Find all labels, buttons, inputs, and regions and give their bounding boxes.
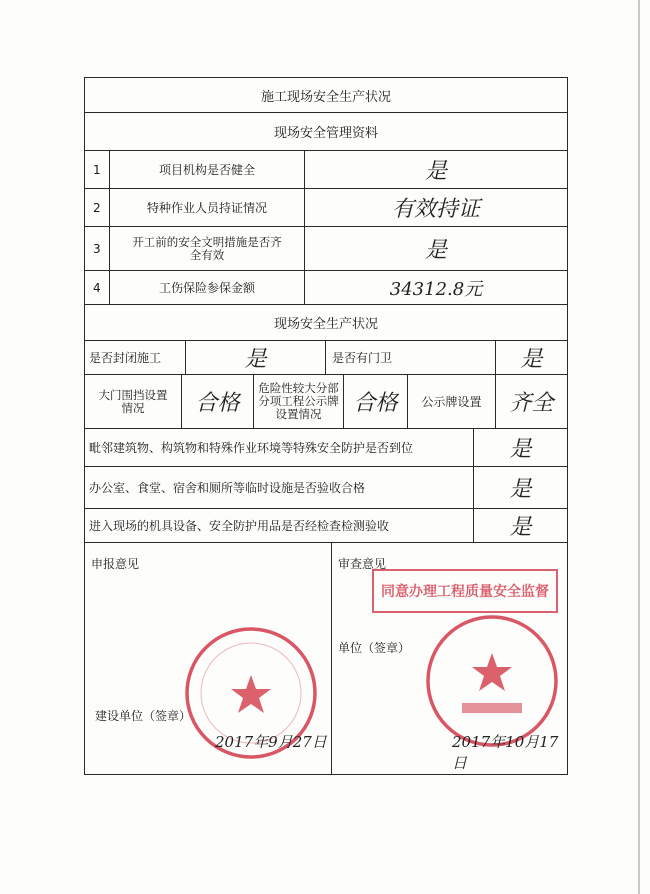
form-title: 施工现场安全生产状况	[260, 89, 391, 105]
closed-value: 是	[185, 341, 325, 374]
review-unit-label: 单位（签章）	[338, 641, 411, 655]
row-label: 特种作业人员持证情况	[109, 189, 304, 226]
table-row	[84, 227, 568, 271]
row-number: 1	[93, 162, 101, 177]
closed-label: 是否封闭施工	[89, 351, 162, 365]
row-label: 项目机构是否健全	[109, 151, 304, 188]
opinion-block	[84, 543, 568, 775]
apply-label: 申报意见	[91, 557, 140, 571]
scan-edge	[638, 0, 640, 894]
table-row	[84, 429, 568, 467]
facilities-value: 是	[473, 467, 567, 508]
row-number: 2	[93, 200, 101, 215]
review-opinion	[331, 543, 567, 774]
section2-row	[84, 305, 568, 341]
table-row	[84, 189, 568, 227]
safety-status-form	[84, 77, 568, 775]
equipment-value: 是	[473, 509, 567, 542]
adjacent-value: 是	[473, 429, 567, 466]
form-title-row	[84, 77, 568, 113]
approval-stamp: 同意办理工程质量安全监督	[372, 569, 558, 613]
apply-date: 2017年9月27日	[215, 733, 327, 751]
apply-unit-label: 建设单位（签章）	[95, 709, 192, 723]
row-label: 开工前的安全文明措施是否齐全有效	[109, 227, 304, 270]
review-label: 审查意见	[338, 557, 387, 571]
row-number: 3	[93, 241, 101, 256]
row-value: 有效持证	[304, 189, 567, 226]
danger-value: 合格	[343, 375, 407, 428]
table-row	[84, 509, 568, 543]
guard-label: 是否有门卫	[325, 341, 495, 374]
notice-label: 公示牌设置	[407, 375, 495, 428]
guard-value: 是	[495, 341, 567, 374]
notice-value: 齐全	[495, 375, 567, 428]
table-row	[84, 467, 568, 509]
table-row	[84, 341, 568, 375]
row-value: 是	[304, 151, 567, 188]
equipment-label: 进入现场的机具设备、安全防护用品是否经检查检测验收	[89, 519, 390, 533]
facilities-label: 办公室、食堂、宿舍和厕所等临时设施是否验收合格	[89, 481, 366, 495]
table-row	[84, 271, 568, 305]
row-value: 是	[304, 227, 567, 270]
review-date: 2017年10月17日	[452, 733, 559, 772]
supervision-seal-stamp	[422, 611, 562, 751]
fence-label: 大门围挡设置情况	[98, 387, 168, 415]
table-row	[84, 375, 568, 429]
section1-title: 现场安全管理资料	[273, 126, 378, 141]
row-label: 工伤保险参保金额	[109, 271, 304, 304]
table-row	[84, 151, 568, 189]
section2-title: 现场安全生产状况	[273, 317, 378, 332]
apply-opinion	[85, 543, 331, 774]
danger-label: 危险性较大分部分项工程公示牌设置情况	[253, 375, 343, 428]
fence-value: 合格	[181, 375, 253, 428]
row-number: 4	[93, 280, 101, 295]
row-value: 34312.8元	[304, 271, 567, 304]
adjacent-label: 毗邻建筑物、构筑物和特殊作业环境等特殊安全防护是否到位	[89, 441, 414, 455]
section1-row	[84, 113, 568, 151]
